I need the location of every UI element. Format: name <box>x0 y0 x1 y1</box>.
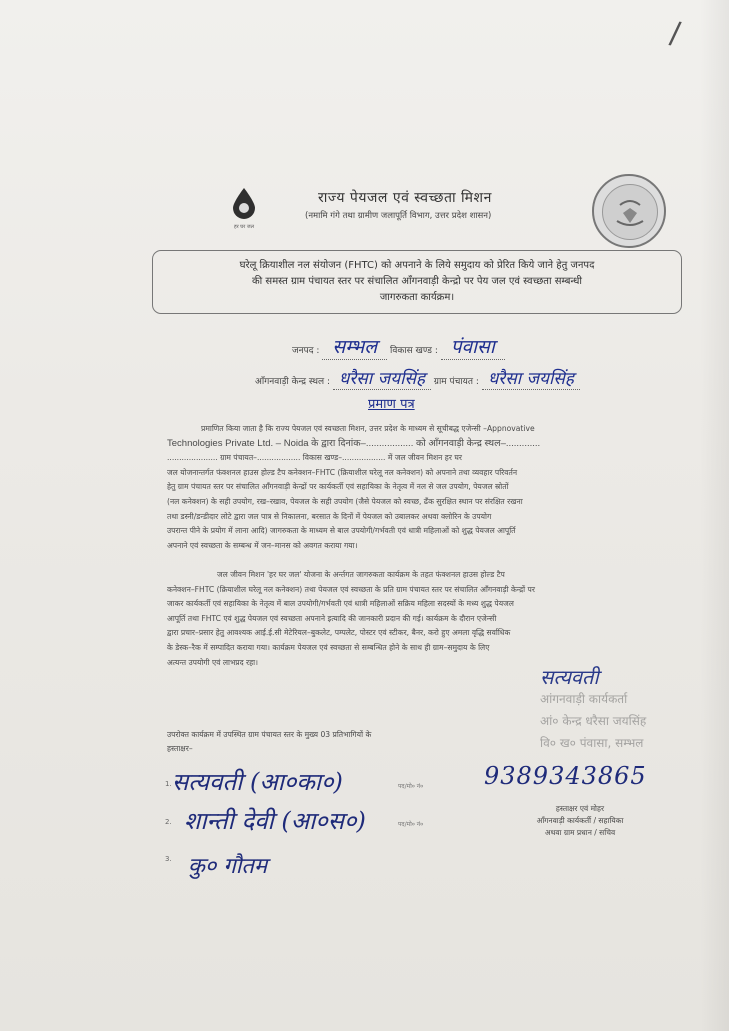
worker-block: वि० ख० पंवासा, सम्भल <box>540 736 644 750</box>
authority-line-1: हस्ताक्षर एवं मोहर <box>555 804 605 813</box>
p1-line-6: (नल कनेक्शन) के सही उपयोग, रख–रखाव, पेयजल के सही उपयोग (जैसे पेयजल को स्वच्छ, ढँक सुरक्षित स्थान पर संरक्षित रखना <box>167 496 523 506</box>
jal-jeevan-logo <box>224 186 264 230</box>
participant-number: 1. <box>165 780 172 788</box>
mission-title: राज्य पेयजल एवं स्वच्छता मिशन <box>318 190 492 206</box>
participant-signature: शान्ती देवी (आ०स०) <box>184 807 366 835</box>
authority-block <box>505 803 655 839</box>
water-drop-icon <box>229 186 259 220</box>
participant-sign-label: पद/मो० नं० <box>398 783 424 790</box>
worker-signature-name: सत्यवती <box>540 665 599 689</box>
emblem-inner <box>602 184 658 240</box>
worker-signature <box>540 666 646 754</box>
district-value: सम्भल <box>322 333 387 360</box>
block-label: विकास खण्ड : <box>390 346 438 356</box>
p1-line-9: अपनाने एवं स्वच्छता के सम्बन्ध में जन–मानस को अवगत कराया गया। <box>167 540 358 550</box>
gp-value: धरैसा जयसिंह <box>482 366 580 390</box>
p2-line-2: कनेक्शन–FHTC (क्रियाशील घरेलू नल कनेक्शन) तथा पेयजल एवं स्वच्छता के प्रति ग्राम पंचायत स्तर पर संचालित आँगनवाड़ी केन्द्रों पर <box>167 584 535 594</box>
p2-line-6: के डेस्क–रैक में सम्पादित कराया गया। कार्यक्रम पेयजल एवं स्वच्छता से सम्बन्धित होने के साथ ही ग्राम–समुदाय के लिए <box>167 642 490 652</box>
centre-row <box>255 366 580 390</box>
participant-number: 2. <box>165 818 172 826</box>
certificate-heading: प्रमाण पत्र <box>368 397 415 412</box>
paragraph-2 <box>167 568 707 670</box>
authority-line-2: आँगनवाड़ी कार्यकर्ती / सहायिका <box>536 816 624 825</box>
phone-number: 9389343865 <box>484 762 647 790</box>
centre-label: आँगनवाड़ी केन्द्र स्थल : <box>255 377 331 387</box>
p2-line-4: आपूर्ति तथा FHTC एवं शुद्ध पेयजल एवं स्वच्छता अपनाने इत्यादि की जानकारी प्रदान की गई। कार्यक्रम के दौरान एजेन्सी <box>167 613 497 623</box>
corner-mark: / <box>667 15 683 52</box>
p1-line-7: तथा डस्नी/डन्डीदार लोटे द्वारा जल पात्र से निकालना, बरसात के दिनों में पेयजल को उबालकर अथवा क्लोरिन के उपयोग <box>167 511 492 521</box>
paragraph-1 <box>167 422 707 553</box>
p1-line-1: प्रमाणित किया जाता है कि राज्य पेयजल एवं स्वच्छता मिशन, उत्तर प्रदेश के माध्यम से सूचीबद्ध एजेन्सी –Appnovative <box>201 424 535 433</box>
participant-sign-label: पद/मो० नं० <box>398 821 424 828</box>
mission-subtitle: (नमामि गंगे तथा ग्रामीण जलापूर्ति विभाग, उत्तर प्रदेश शासन) <box>305 211 492 221</box>
banner-line-1: घरेलू क्रियाशील नल संयोजन (FHTC) को अपनाने के लिये समुदाय को प्रेरित किये जाने हेतु जनपद <box>239 260 595 271</box>
emblem-icon <box>603 185 657 239</box>
attendance-intro-line-2: हस्ताक्षर– <box>167 744 193 753</box>
participant-signature: सत्यवती (आ०का०) <box>172 768 343 796</box>
attendance-intro-line-1: उपरोक्त कार्यक्रम में उपस्थित ग्राम पंचायत स्तर के मुख्य 03 प्रतिभागियों के <box>167 730 372 739</box>
district-label: जनपद : <box>292 346 320 356</box>
participant-number: 3. <box>165 855 172 863</box>
p1-line-3: ..................... ग्राम पंचायत–.................. विकास खण्ड–.................. में जल जीवन मिशन हर घर <box>167 453 462 463</box>
p2-line-1: जल जीवन मिशन 'हर घर जल' योजना के अर्न्तगत जागरुकता कार्यक्रम के तहत फंक्शनल हाउस होल्ड टैप <box>217 570 505 579</box>
centre-value: धरैसा जयसिंह <box>333 366 431 390</box>
worker-centre: आं० केन्द्र धरैसा जयसिंह <box>540 714 647 728</box>
p1-line-5: हेतु ग्राम पंचायत स्तर पर संचालित आँगनवाड़ी केन्द्रों पर कार्यकर्ती एवं सहायिका के नेतृत्व में नल से जल उपयोग, पेयजल स्रोतों <box>167 482 509 492</box>
p2-line-7: अत्यन्त उपयोगी एवं लाभप्रद रहा। <box>167 657 259 667</box>
logo-caption: हर घर जल <box>234 224 254 230</box>
worker-designation: आंगनवाड़ी कार्यकर्ता <box>540 692 628 706</box>
page-shadow <box>700 0 729 1031</box>
participant-signature: कु० गौतम <box>188 854 268 879</box>
banner-line-3: जागरुकता कार्यक्रम। <box>379 292 455 303</box>
district-row <box>292 333 505 360</box>
p1-line-4: जल योजनान्तर्गत फंक्शनल हाउस होल्ड टैप कनेक्शन–FHTC (क्रियाशील घरेलू नल कनेक्शन) को अपनाने तथा व्यवहार परिवर्तन <box>167 467 518 477</box>
p1-line-8: उपरान्त पीने के प्रयोग में लाना आदि) जागरुकता के माध्यम से बाल उपयोगी/गर्भवती एवं धात्री महिलाओं को शुद्ध पेयजल आपूर्ति <box>167 526 516 536</box>
state-emblem <box>592 174 666 248</box>
p2-line-5: द्वारा प्रचार–प्रसार हेतु आवश्यक आई.ई.सी मेटेरियल–बुकलेट, पम्पलेट, पोस्टर एवं स्टीकर, बैनर, करो हुए अमला वृद्धि सर्वाधिक <box>167 628 511 638</box>
block-value: पंवासा <box>441 333 505 360</box>
program-banner <box>152 250 682 314</box>
authority-line-3: अथवा ग्राम प्रधान / सचिव <box>544 828 616 837</box>
p1-line-2: Technologies Private Ltd. – Noida के द्वारा दिनांक–.................. को आँगनवाड़ी केन्द्र स्थल–............. <box>167 437 541 449</box>
gp-label: ग्राम पंचायत : <box>433 377 479 387</box>
attendance-intro <box>167 728 371 756</box>
banner-line-2: की समस्त ग्राम पंचायत स्तर पर संचालित आँगनवाड़ी केन्द्रो पर पेय जल एवं स्वच्छता सम्बन्धी <box>251 276 582 287</box>
p2-line-3: जाकर कार्यकर्ती एवं सहायिका के नेतृत्व में बाल उपयोगी/गर्भवती एवं धात्री महिलाओं सक्रिय महिला सदस्यों के मध्य शुद्ध पेयजल <box>167 599 514 609</box>
